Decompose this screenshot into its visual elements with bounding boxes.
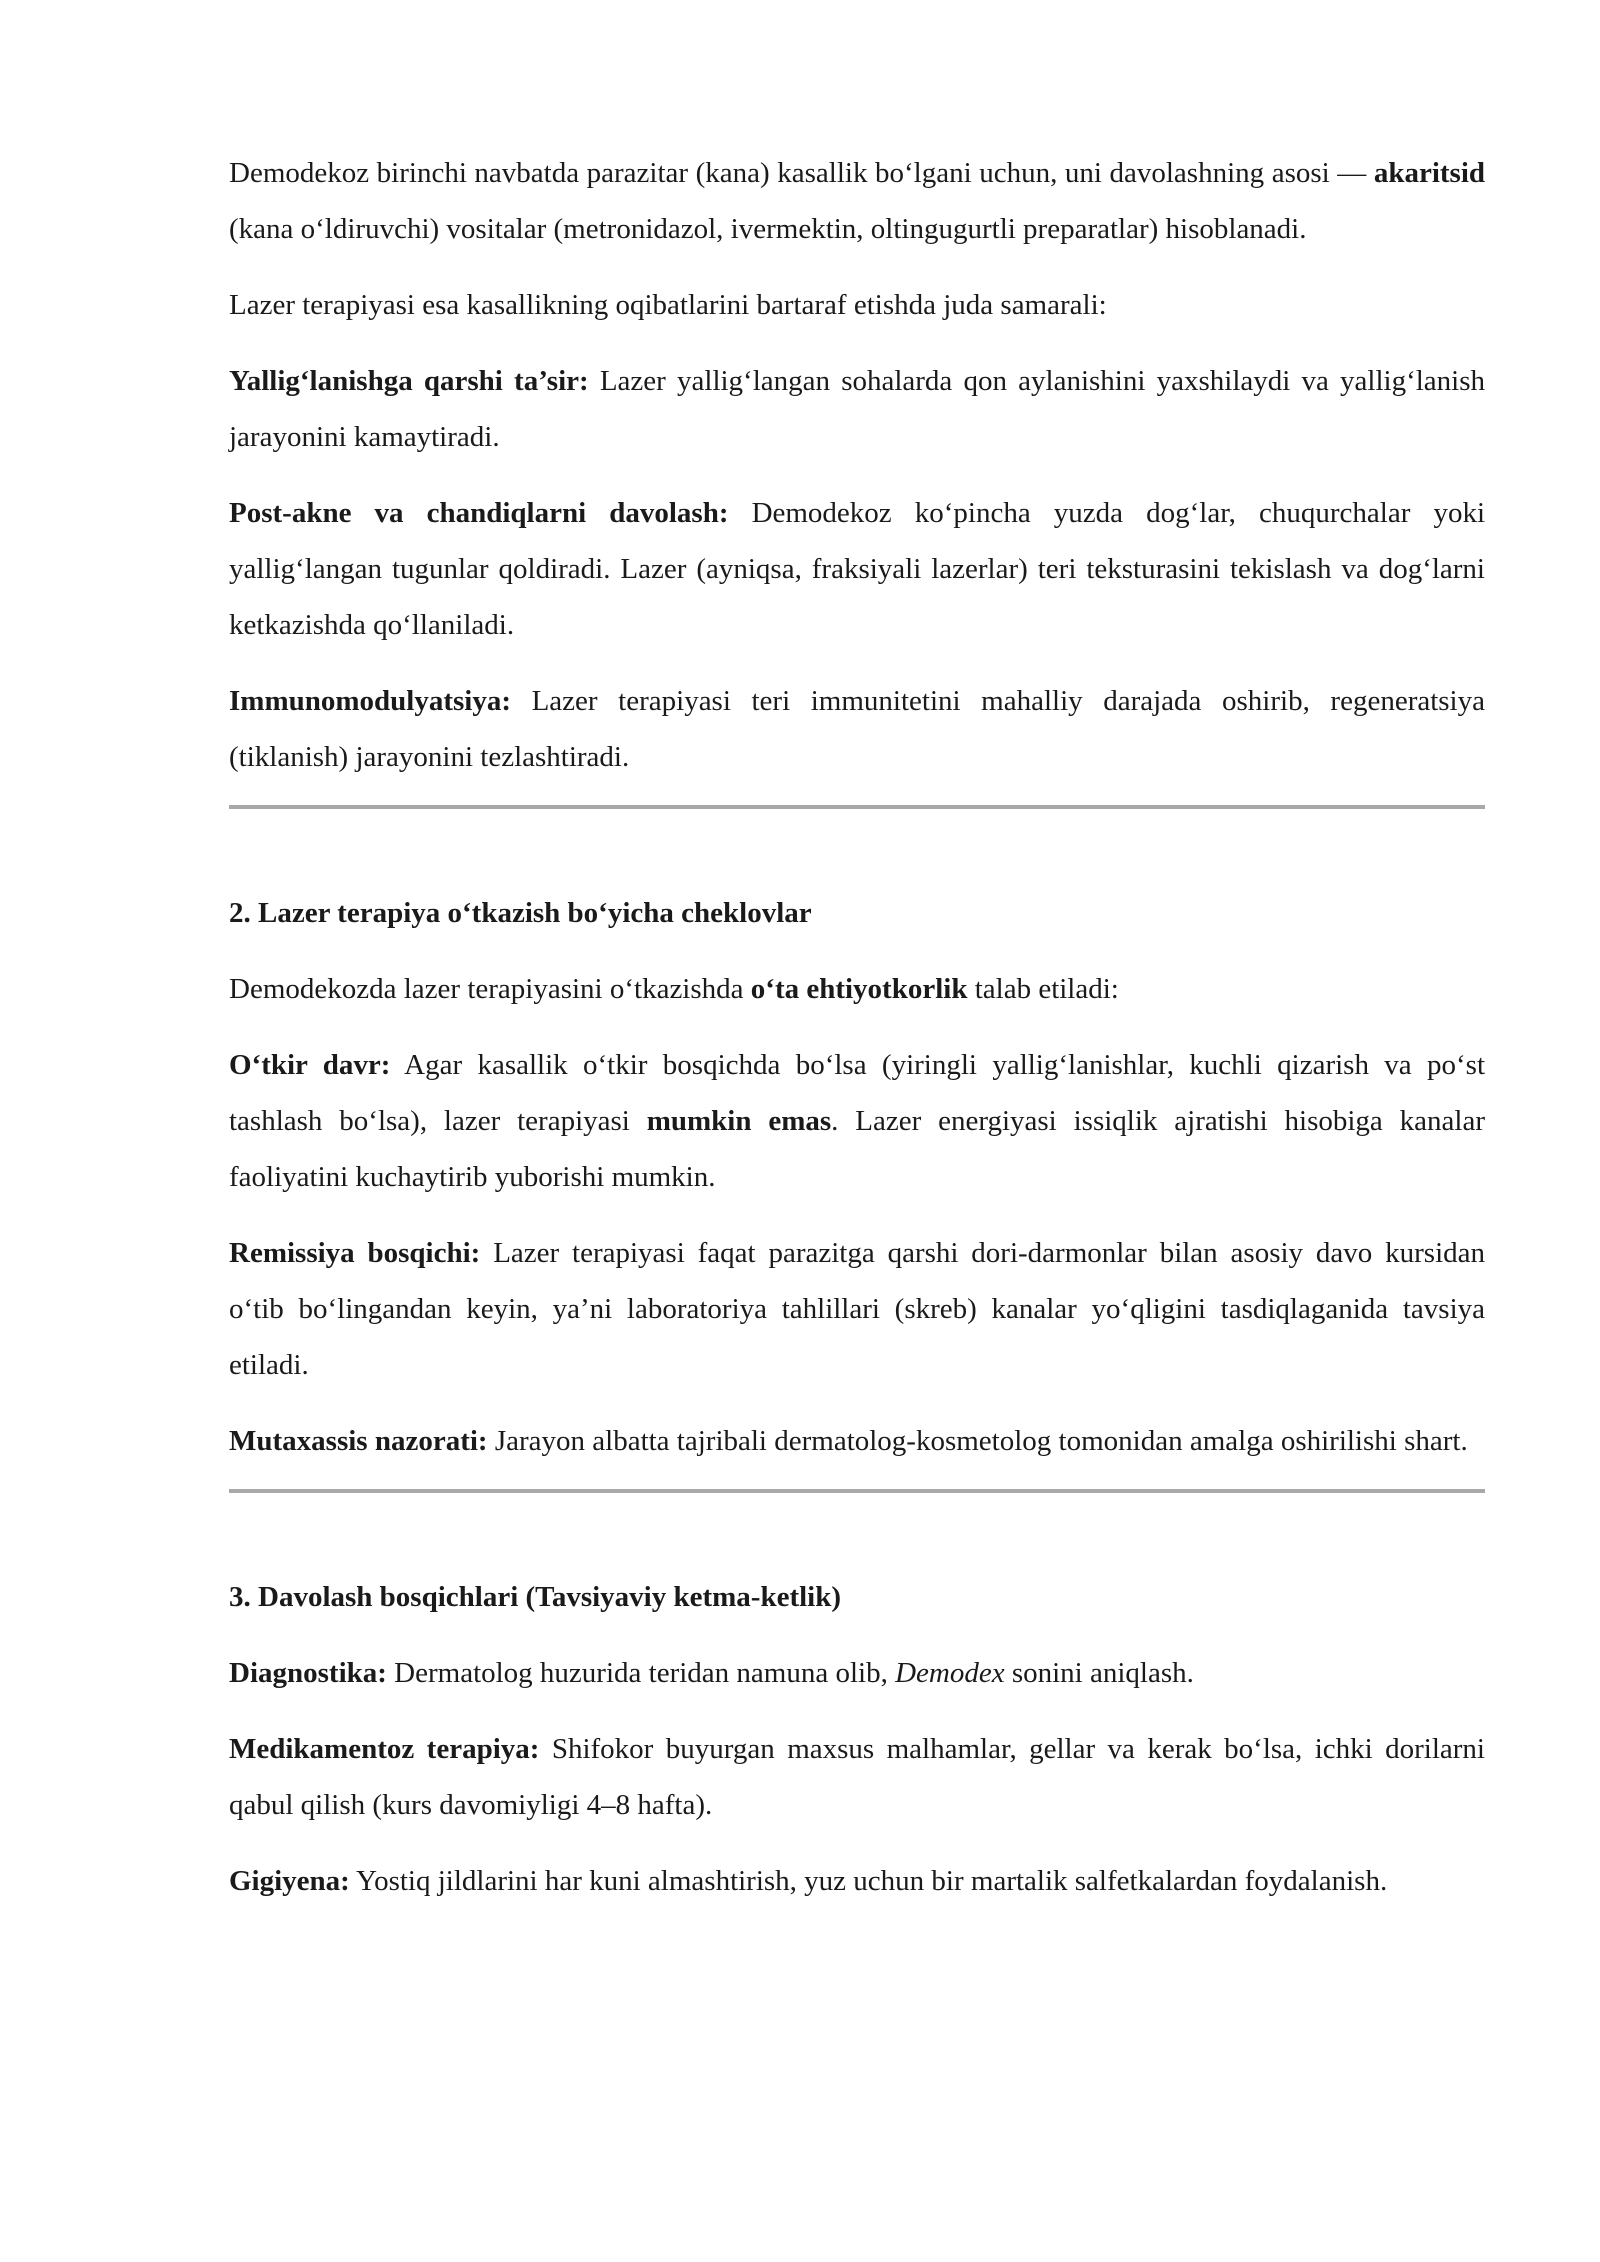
item-label: Remissiya bosqichi:: [229, 1237, 481, 1269]
section-3-heading: 3. Davolash bosqichlari (Tavsiyaviy ketma-ketlik): [229, 1581, 842, 1613]
item-remission-phase: Remissiya bosqichi: Lazer terapiyasi faqat parazitga qarshi dori-darmonlar bilan asosiy davo kursidan o‘tib bo‘lingandan keyin, ya’ni laboratoriya tahlillari (skreb) kanalar yo‘qligini tasdiqlaganida tavsiya etiladi.: [229, 1237, 1485, 1381]
item-label: Gigiyena:: [229, 1865, 350, 1897]
item-anti-inflammatory: Yallig‘lanishga qarshi ta’sir: Lazer yallig‘langan sohalarda qon aylanishini yaxshilaydi va yallig‘lanish jarayonini kamaytiradi.: [229, 365, 1486, 453]
laser-intro-paragraph: Lazer terapiyasi esa kasallikning oqibatlarini bartaraf etishda juda samarali:: [229, 289, 1107, 321]
section-divider: [229, 1489, 1485, 1493]
item-specialist-control: Mutaxassis nazorati: Jarayon albatta tajribali dermatolog-kosmetolog tomonidan amalga oshirilishi shart.: [229, 1425, 1468, 1457]
item-label: Diagnostika:: [229, 1657, 387, 1689]
item-label: Post-akne va chandiqlarni davolash:: [229, 497, 729, 529]
akaritsid-term: akaritsid: [1373, 157, 1486, 189]
intro-paragraph: Demodekoz birinchi navbatda parazitar (kana) kasallik bo‘lgani uchun, uni davolashning asosi — akaritsid (kana o‘ldiruvchi) vositalar (metronidazol, ivermektin, oltingugurtli preparatlar) hisoblanadi.: [229, 157, 1486, 245]
item-label: O‘tkir davr:: [229, 1049, 391, 1081]
item-label: Yallig‘lanishga qarshi ta’sir:: [229, 365, 589, 397]
document-page: [229, 145, 1485, 1929]
item-immunomodulation: Immunomodulyatsiya: Lazer terapiyasi teri immunitetini mahalliy darajada oshirib, regeneratsiya (tiklanish) jarayonini tezlashtiradi.: [229, 685, 1485, 773]
section-2-heading: 2. Lazer terapiya o‘tkazish bo‘yicha cheklovlar: [229, 897, 812, 929]
item-medication-therapy: Medikamentoz terapiya: Shifokor buyurgan maxsus malhamlar, gellar va kerak bo‘lsa, ichki dorilarni qabul qilish (kurs davomiyligi 4–8 hafta).: [229, 1733, 1485, 1821]
item-label: Medikamentoz terapiya:: [229, 1733, 540, 1765]
item-post-acne: Post-akne va chandiqlarni davolash: Demodekoz ko‘pincha yuzda dog‘lar, chuqurchalar yoki yallig‘langan tugunlar qoldiradi. Lazer (ayniqsa, fraksiyali lazerlar) teri teksturasini tekislash va dog‘larni ketkazishda qo‘llaniladi.: [229, 497, 1485, 641]
item-hygiene: Gigiyena: Yostiq jildlarini har kuni almashtirish, yuz uchun bir martalik salfetkalardan foydalanish.: [229, 1865, 1388, 1897]
item-label: Immunomodulyatsiya:: [229, 685, 511, 717]
item-diagnostics: Diagnostika: Dermatolog huzurida teridan namuna olib, Demodex sonini aniqlash.: [229, 1657, 1194, 1689]
section-2-intro: Demodekozda lazer terapiyasini o‘tkazishda o‘ta ehtiyotkorlik talab etiladi:: [229, 973, 1119, 1005]
demodex-term: Demodex: [895, 1657, 1005, 1689]
item-acute-phase: O‘tkir davr: Agar kasallik o‘tkir bosqichda bo‘lsa (yiringli yallig‘lanishlar, kuchli qizarish va po‘st tashlash bo‘lsa), lazer terapiyasi mumkin emas. Lazer energiyasi issiqlik ajratishi hisobiga kanalar faoliyatini kuchaytirib yuborishi mumkin.: [229, 1049, 1485, 1193]
section-divider: [229, 805, 1485, 809]
item-label: Mutaxassis nazorati:: [229, 1425, 488, 1457]
